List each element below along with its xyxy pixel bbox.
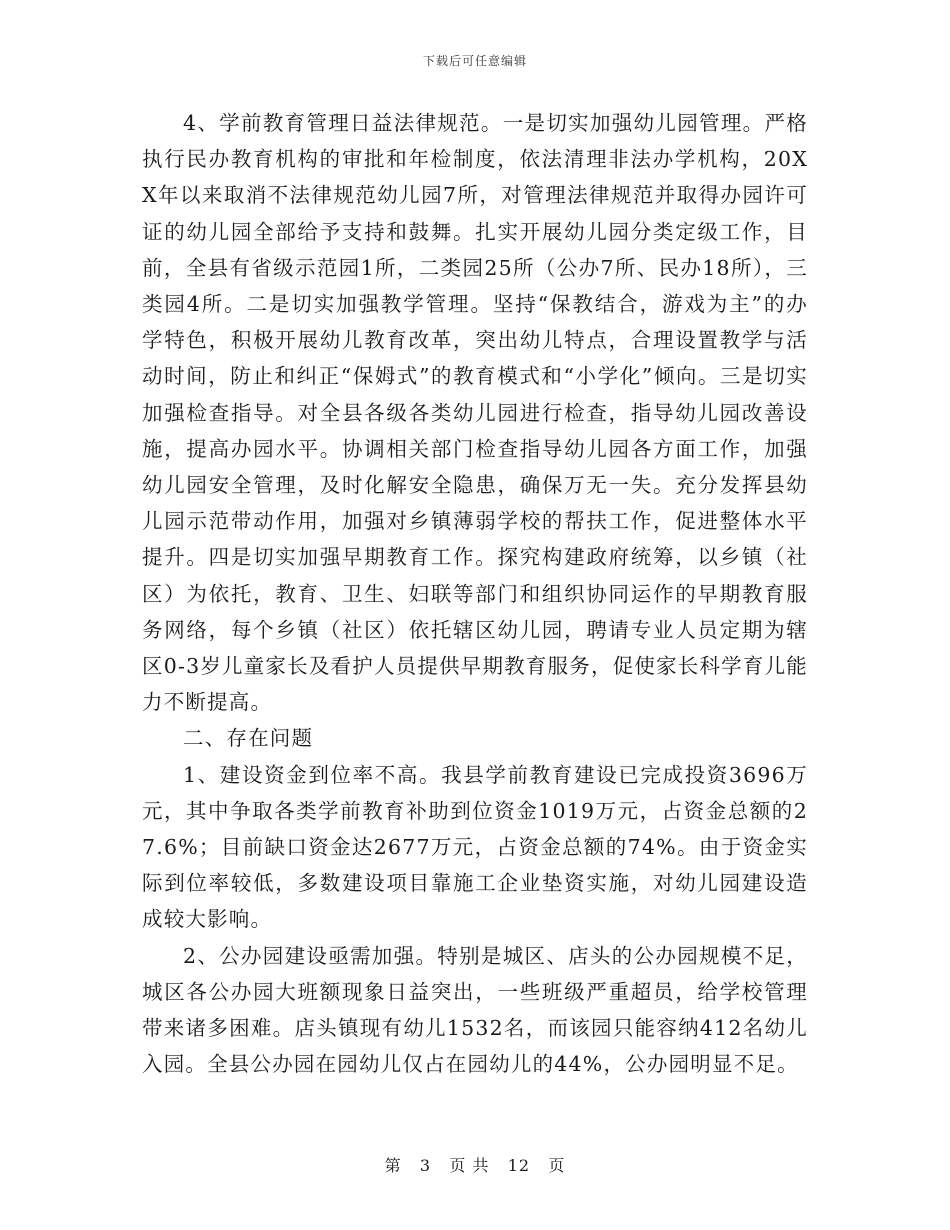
page-label-prefix: 第 [384,1156,402,1175]
current-page-number: 3 [419,1156,432,1175]
page-label-mid: 页 共 [449,1156,490,1175]
page-label-suffix: 页 [548,1156,566,1175]
paragraph-funding-problem: 1、建设资金到位率不高。我县学前教育建设已完成投资3696万元，其中争取各类学前教育补助到位资金1019万元，占资金总额的27.6%；目前缺口资金达2677万元，占资金总额的74%。由于资金实际到位率较低，多数建设项目靠施工企业垫资实施，对幼儿园建设造成较大影响。 [142,762,808,932]
paragraph-preschool-management: 4、学前教育管理日益法律规范。一是切实加强幼儿园管理。严格执行民办教育机构的审批和年检制度，依法清理非法办学机构，20XX年以来取消不法律规范幼儿园7所，对管理法律规范并取得办园许可证的幼儿园全部给予支持和鼓舞。扎实开展幼儿园分类定级工作，目前，全县有省级示范园1所，二类园25所（公办7所、民办18所），三类园4所。二是切实加强教学管理。坚持“保教结合，游戏为主”的办学特色，积极开展幼儿教育改革，突出幼儿特点，合理设置教学与活动时间，防止和纠正“保姆式”的教育模式和“小学化”倾向。三是切实加强检查指导。对全县各级各类幼儿园进行检查，指导幼儿园改善设施，提高办园水平。协调相关部门检查指导幼儿园各方面工作，加强幼儿园安全管理，及时化解安全隐患，确保万无一失。充分发挥县幼儿园示范带动作用，加强对乡镇薄弱学校的帮扶工作，促进整体水平提升。四是切实加强早期教育工作。探究构建政府统筹，以乡镇（社区）为依托，教育、卫生、妇联等部门和组织协同运作的早期教育服务网络，每个乡镇（社区）依托辖区幼儿园，聘请专业人员定期为辖区0-3岁儿童家长及看护人员提供早期教育服务，促使家长科学育儿能力不断提高。 [142,111,808,715]
total-pages-number: 12 [507,1156,531,1175]
section-heading-problems: 二、存在问题 [183,726,314,751]
page-footer [0,1153,950,1176]
document-body [142,105,808,1082]
paragraph-public-kindergarten-problem: 2、公办园建设亟需加强。特别是城区、店头的公办园规模不足，城区各公办园大班额现象日益突出，一些班级严重超员，给学校管理带来诸多困难。店头镇现有幼儿1532名，而该园只能容纳412名幼儿入园。全县公办园在园幼儿仅占在园幼儿的44%，公办园明显不足。 [142,943,808,1077]
header-note: 下载后可任意编辑 [422,54,527,68]
